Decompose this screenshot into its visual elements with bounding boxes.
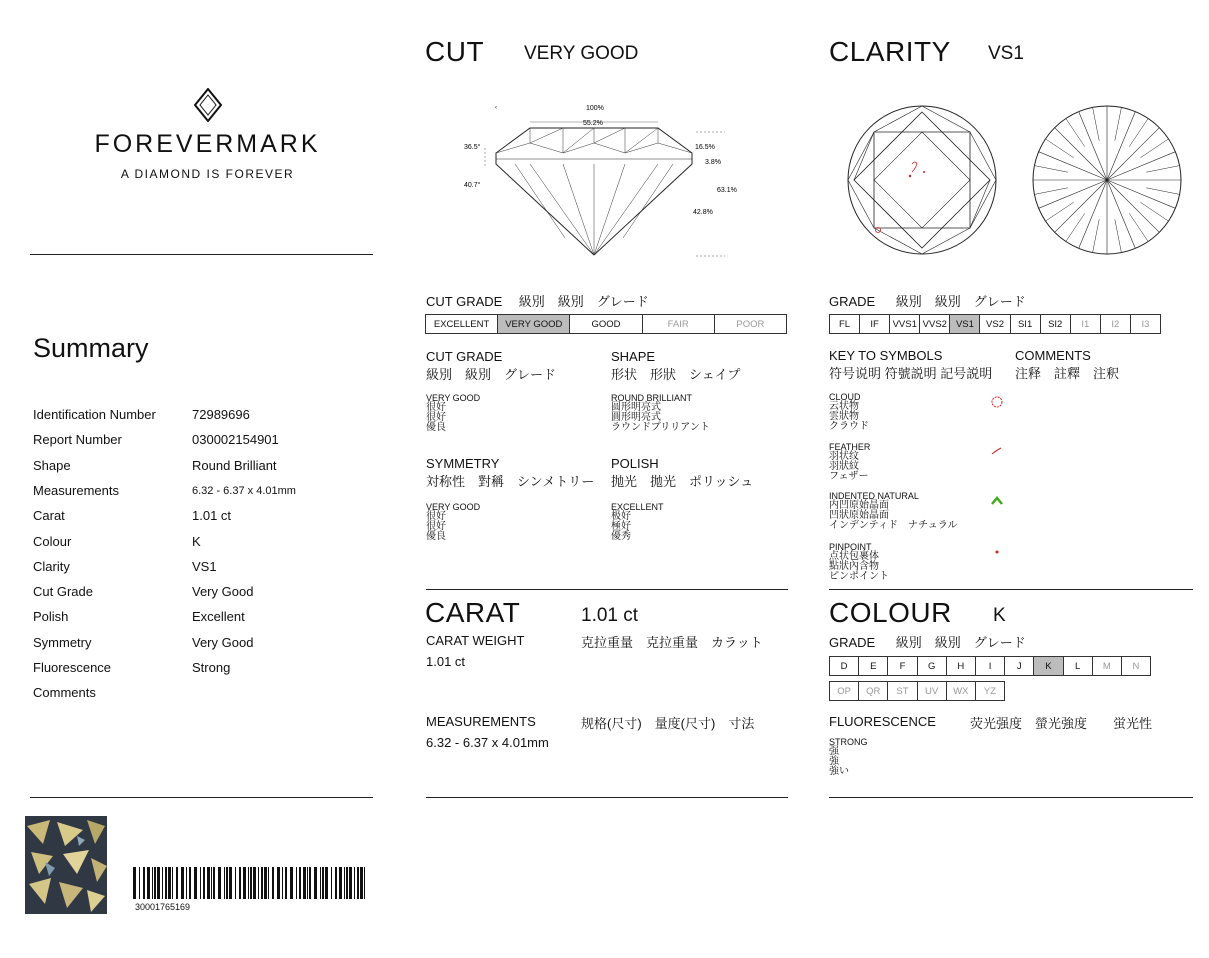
svg-text:‹: ‹ <box>495 105 497 111</box>
brand-name: FOREVERMARK <box>94 130 321 158</box>
clarity-title: CLARITY <box>829 36 951 67</box>
symbol-name: CLOUD <box>829 392 861 402</box>
diagram-total-label: 100% <box>586 105 604 112</box>
symbol-jp: 点状包裹体 <box>829 551 879 562</box>
symbol-name: INDENTED NATURAL <box>829 491 919 501</box>
summary-value: Strong <box>192 660 231 675</box>
scale-cell: SI2 <box>1041 315 1071 333</box>
summary-label: Measurements <box>33 482 119 498</box>
symbol-entry <box>829 491 957 531</box>
scale-cell: FL <box>830 315 860 333</box>
scale-cell: VVS2 <box>920 315 950 333</box>
scale-cell: J <box>1005 657 1034 675</box>
scale-cell: D <box>830 657 859 675</box>
summary-label: Report Number <box>33 432 122 448</box>
clarity-grade-heading: GRADE 級別 級別 グレード <box>829 294 1026 309</box>
scale-cell: FAIR <box>643 315 715 333</box>
symbol-jp: 羽狀紋 <box>829 461 859 472</box>
summary-value: Excellent <box>192 609 245 625</box>
diagram-crown-angle-label: 36.5° <box>464 144 481 151</box>
carat-weight: CARAT WEIGHT 克拉重量 克拉重量 カラット 1.01 ct <box>426 633 763 669</box>
carat-measurements: MEASUREMENTS 规格(尺寸) 量度(尺寸) 寸法 6.32 - 6.37 x 4.01mm <box>426 714 755 750</box>
symbol-jp: クラウド <box>829 421 869 432</box>
cloud-symbol-icon <box>989 394 1005 410</box>
summary-label: Polish <box>33 609 69 625</box>
summary-value: 030002154901 <box>192 432 279 448</box>
scale-cell: I1 <box>1071 315 1101 333</box>
diagram-pavilion-depth-label: 42.8% <box>693 209 713 216</box>
colour-value: K <box>993 605 1006 626</box>
scale-cell: G <box>918 657 947 675</box>
diamond-logo-icon <box>193 88 223 122</box>
summary-label: Colour <box>33 533 72 549</box>
summary-label: Fluorescence <box>33 660 112 675</box>
clarity-grade-scale <box>829 314 1161 334</box>
symbol-jp: 雲狀物 <box>829 411 859 422</box>
scale-cell: L <box>1064 657 1093 675</box>
summary-label: Symmetry <box>33 634 92 650</box>
scale-cell: EXCELLENT <box>426 315 498 333</box>
scale-cell: OP <box>830 682 859 700</box>
scale-cell: ST <box>888 682 917 700</box>
summary-label: Cut Grade <box>33 584 93 600</box>
summary-value: Very Good <box>192 634 254 650</box>
symbol-jp: 點狀內含物 <box>829 561 879 572</box>
scale-cell: YZ <box>983 685 997 697</box>
scale-cell: E <box>859 657 888 675</box>
scale-cell: GOOD <box>570 315 642 333</box>
clarity-plot-crown <box>846 104 998 256</box>
clarity-divider <box>829 589 1193 590</box>
scale-cell: POOR <box>736 318 765 330</box>
scale-cell: I3 <box>1141 318 1150 330</box>
symbol-jp: ピンポイント <box>829 571 889 582</box>
scale-cell: VS1 <box>950 315 980 333</box>
symbol-jp: 羽状纹 <box>829 451 859 462</box>
symbol-entry <box>829 542 889 582</box>
summary-label: Comments <box>33 685 96 701</box>
scale-cell: I <box>976 657 1005 675</box>
scale-cell: N <box>1132 660 1140 672</box>
colour-grade-scale-extended <box>829 681 1005 701</box>
summary-value: 6.32 - 6.37 x 4.01mm <box>192 484 296 497</box>
carat-title: CARAT <box>425 597 521 628</box>
cut-symmetry: SYMMETRY 対称性 對稱 シンメトリー VERY GOOD 很好 很好 優良 <box>426 456 595 542</box>
summary-value: VS1 <box>192 558 217 574</box>
colour-divider <box>829 797 1193 798</box>
carat-value: 1.01 ct <box>581 605 639 626</box>
summary-value: 72989696 <box>192 407 250 422</box>
scale-cell: VERY GOOD <box>498 315 570 333</box>
clarity-plot-pavilion <box>1031 104 1183 256</box>
symbol-name: FEATHER <box>829 442 871 452</box>
diagram-table-label: 55.2% <box>583 120 603 127</box>
diagram-crown-height-label: 16.5% <box>695 144 715 151</box>
cut-value: VERY GOOD <box>524 43 639 64</box>
scale-cell: VVS1 <box>890 315 920 333</box>
scale-cell: I2 <box>1101 315 1131 333</box>
scale-cell: WX <box>947 682 976 700</box>
left-divider-top <box>30 254 373 255</box>
brand-logo <box>0 88 415 181</box>
scale-cell: QR <box>859 682 888 700</box>
symbol-entry <box>829 392 869 432</box>
symbol-jp: インデンティド ナチュラル <box>829 520 958 531</box>
feather-symbol-icon <box>989 444 1005 460</box>
diagram-depth-label: 63.1% <box>717 187 737 194</box>
summary-label: Carat <box>33 508 65 524</box>
cut-divider <box>426 589 788 590</box>
summary-label: Shape <box>33 457 71 473</box>
summary-value: Round Brilliant <box>192 457 277 473</box>
colour-title: COLOUR <box>829 597 952 628</box>
symbol-name: PINPOINT <box>829 542 872 552</box>
comments-heading: COMMENTS 注释 註釋 注釈 <box>1015 348 1120 381</box>
colour-grade-scale <box>829 656 1151 676</box>
scale-cell: H <box>947 657 976 675</box>
symbol-jp: 凹狀原始晶面 <box>829 510 889 521</box>
hologram-image <box>25 816 107 914</box>
summary-value: K <box>192 533 201 549</box>
diagram-pavilion-angle-label: 40.7° <box>464 182 481 189</box>
scale-cell: IF <box>860 315 890 333</box>
scale-cell: UV <box>918 682 947 700</box>
scale-cell: F <box>888 657 917 675</box>
symbol-entry <box>829 442 870 482</box>
summary-title: Summary <box>33 333 149 363</box>
cut-title: CUT <box>425 36 485 67</box>
scale-cell: M <box>1093 657 1122 675</box>
cut-shape: SHAPE 形状 形狀 シェイプ ROUND BRILLIANT 圆形明亮式 圓形明亮式 ラウンドブリリアント <box>611 349 741 433</box>
cut-detail-grade: CUT GRADE 級別 級別 グレード VERY GOOD 很好 很好 優良 <box>426 349 557 433</box>
cut-polish: POLISH 抛光 拋光 ポリッシュ EXCELLENT 极好 極好 優秀 <box>611 456 754 542</box>
symbol-jp: フェザー <box>829 471 869 482</box>
cut-grade-heading: CUT GRADE 級別 級別 グレード <box>426 294 649 309</box>
scale-cell: SI1 <box>1011 315 1041 333</box>
brand-tagline: A DIAMOND IS FOREVER <box>120 167 295 181</box>
colour-grade-heading: GRADE 級別 級別 グレード <box>829 635 1026 650</box>
key-to-symbols-heading: KEY TO SYMBOLS 符号说明 符號説明 記号説明 <box>829 348 993 381</box>
scale-cell: K <box>1034 657 1063 675</box>
barcode <box>133 867 370 899</box>
cut-proportion-diagram <box>455 98 755 260</box>
pinpoint-symbol-icon <box>989 544 1005 560</box>
indented-natural-symbol-icon <box>989 493 1005 509</box>
clarity-value: VS1 <box>988 43 1024 64</box>
left-divider-bottom <box>30 797 373 798</box>
scale-cell: VS2 <box>980 315 1010 333</box>
cut-grade-scale <box>425 314 787 334</box>
symbol-jp: 云状物 <box>829 401 859 412</box>
summary-label: Identification Number <box>33 407 156 422</box>
barcode-number: 30001765169 <box>135 902 191 912</box>
summary-value: 1.01 ct <box>192 508 232 524</box>
carat-divider <box>426 797 788 798</box>
diagram-girdle-label: 3.8% <box>705 159 721 166</box>
summary-label: Clarity <box>33 558 70 574</box>
summary-value: Very Good <box>192 584 254 600</box>
fluorescence: FLUORESCENCE 荧光强度 螢光強度 蛍光性 STRONG 强 強 強い <box>829 714 1153 777</box>
symbol-jp: 内凹原始晶面 <box>829 500 889 511</box>
